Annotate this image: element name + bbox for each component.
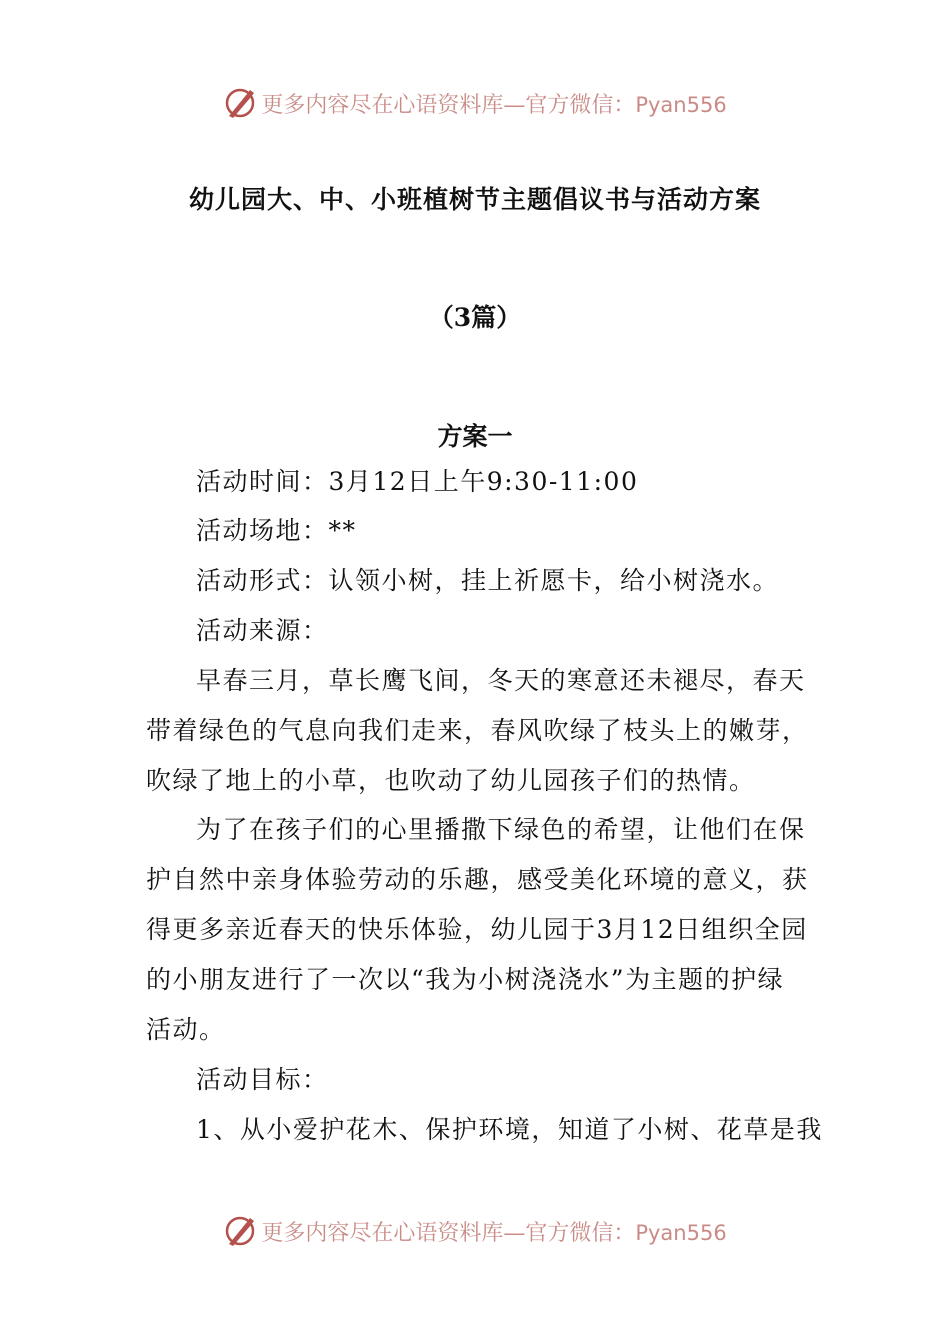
paragraph-line: 得更多亲近春天的快乐体验，幼儿园于3月12日组织全园 <box>146 915 808 944</box>
paragraph-line: 带着绿色的气息向我们走来，春风吹绿了枝头上的嫩芽， <box>146 716 809 745</box>
activity-time: 活动时间：3月12日上午9:30-11:00 <box>196 467 639 496</box>
banner-wechat-id: Pyan556 <box>635 1220 727 1245</box>
activity-format: 活动形式：认领小树，挂上祈愿卡，给小树浇水。 <box>196 566 780 595</box>
banner-text <box>261 88 726 119</box>
document-title: 幼儿园大、中、小班植树节主题倡议书与活动方案 <box>188 185 761 214</box>
banner-text <box>261 1216 726 1247</box>
header-watermark-banner <box>0 83 950 123</box>
activity-source-label: 活动来源： <box>196 616 329 645</box>
paragraph-line: 的小朋友进行了一次以“我为小树浇浇水”为主题的护绿 <box>146 965 785 994</box>
pen-circle-icon <box>223 1214 257 1248</box>
document-subtitle: （3篇） <box>428 303 522 332</box>
paragraph-line: 为了在孩子们的心里播撒下绿色的希望，让他们在保 <box>196 815 806 844</box>
banner-main-text: 更多内容尽在心语资料库—官方微信： <box>261 1220 636 1246</box>
banner-wechat-id: Pyan556 <box>635 92 727 117</box>
paragraph-line: 早春三月，草长鹰飞间，冬天的寒意还未褪尽，春天 <box>196 666 806 695</box>
activity-venue: 活动场地：** <box>196 516 357 545</box>
activity-goals-label: 活动目标： <box>196 1065 329 1094</box>
paragraph-line: 护自然中亲身体验劳动的乐趣，感受美化环境的意义，获 <box>146 865 809 894</box>
paragraph-line: 吹绿了地上的小草，也吹动了幼儿园孩子们的热情。 <box>146 766 756 795</box>
paragraph-line: 活动。 <box>146 1015 226 1044</box>
pen-circle-icon <box>223 86 257 120</box>
section-heading: 方案一 <box>437 422 513 451</box>
goal-item: 1、从小爱护花木、保护环境，知道了小树、花草是我 <box>196 1115 823 1144</box>
footer-watermark-banner <box>0 1211 950 1251</box>
banner-main-text: 更多内容尽在心语资料库—官方微信： <box>261 92 636 118</box>
